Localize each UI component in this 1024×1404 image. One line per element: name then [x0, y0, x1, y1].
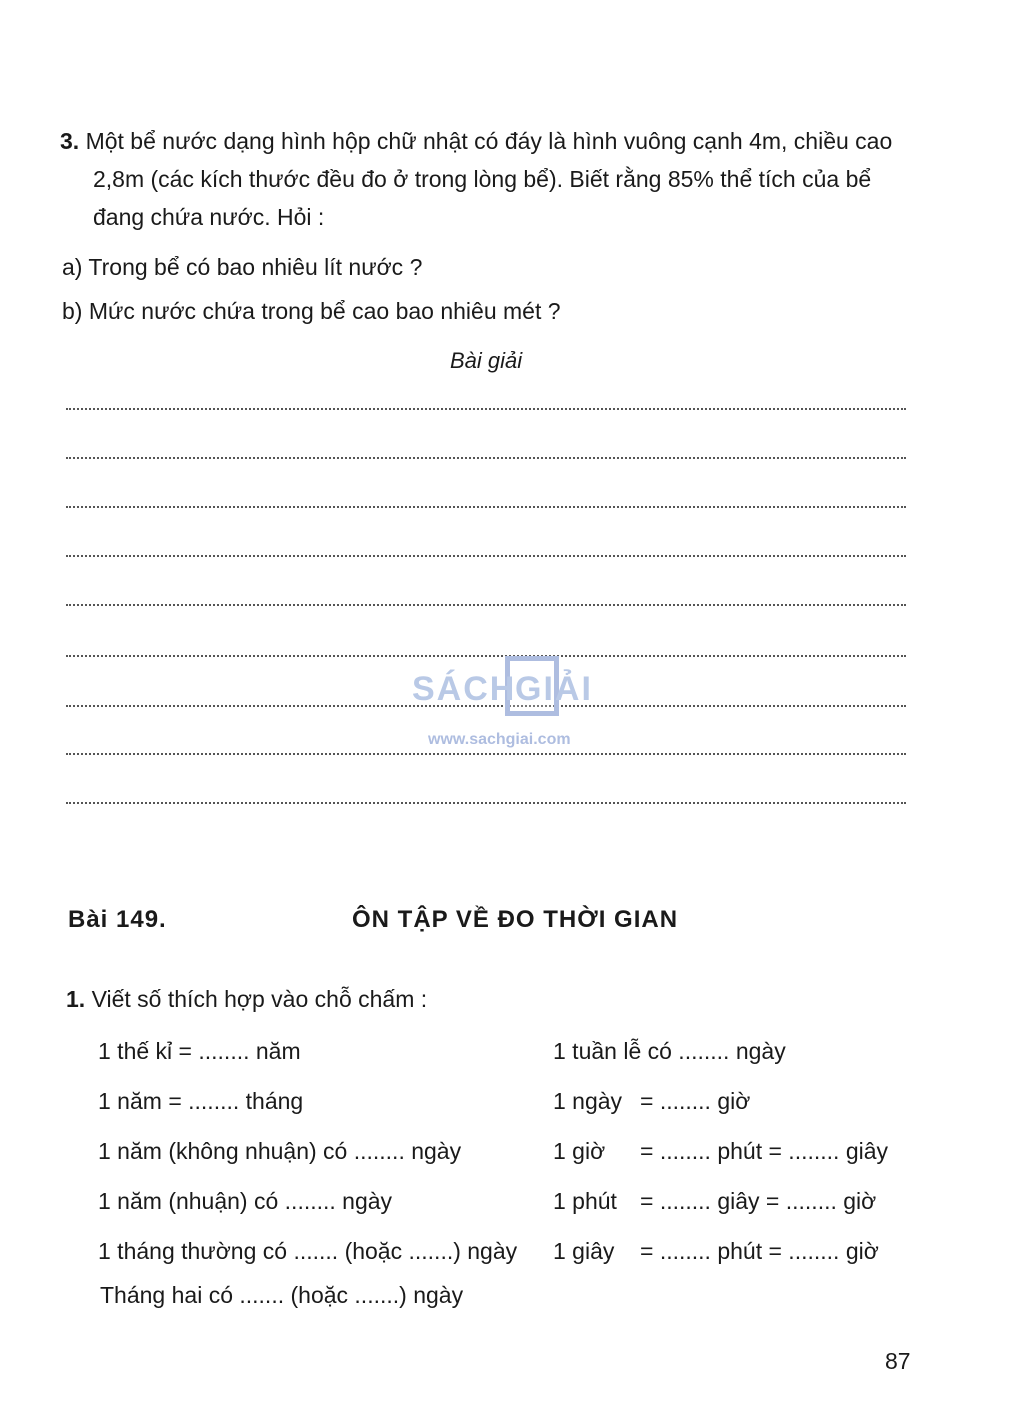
page-number: 87: [885, 1348, 911, 1374]
watermark-brand-left: SÁCH: [412, 670, 517, 708]
right-item-value: = ........ phút = ........ giờ: [640, 1238, 879, 1264]
left-item: Tháng hai có ....... (hoặc .......) ngày: [100, 1282, 464, 1308]
answer-line: [66, 408, 906, 410]
exercise-1-instruction: [66, 988, 427, 1011]
question-a: a) Trong bể có bao nhiêu lít nước ?: [62, 254, 423, 280]
solution-title: Bài giải: [450, 348, 523, 373]
left-item: 1 thế kỉ = ........ năm: [98, 1038, 301, 1064]
right-item-label: 1 tuần lễ có ........ ngày: [553, 1038, 786, 1064]
problem-3-line-3: đang chứa nước. Hỏi :: [93, 204, 325, 230]
right-item-value: = ........ giây = ........ giờ: [640, 1188, 877, 1214]
right-item-label: 1 phút: [553, 1188, 617, 1214]
exercise-number: 1.: [66, 986, 86, 1012]
right-item-label: 1 ngày: [553, 1088, 623, 1114]
answer-line: [66, 506, 906, 508]
answer-line: [66, 604, 906, 606]
watermark-url: www.sachgiai.com: [428, 731, 571, 748]
lesson-number: Bài 149.: [68, 906, 167, 933]
watermark-brand-right: GIẢI: [515, 670, 593, 708]
question-b: b) Mức nước chứa trong bể cao bao nhiêu mét ?: [62, 298, 561, 324]
problem-text: Một bể nước dạng hình hộp chữ nhật có đáy là hình vuông cạnh 4m, chiều cao: [85, 128, 893, 154]
problem-3-line-1: [60, 130, 892, 153]
problem-3-line-2: 2,8m (các kích thước đều đo ở trong lòng bể). Biết rằng 85% thể tích của bể: [93, 166, 872, 192]
left-item: 1 tháng thường có ....... (hoặc .......) ngày: [98, 1238, 518, 1264]
answer-line: [66, 753, 906, 755]
answer-line: [66, 802, 906, 804]
left-item: 1 năm (nhuận) có ........ ngày: [98, 1188, 393, 1214]
left-item: 1 năm (không nhuận) có ........ ngày: [98, 1138, 462, 1164]
right-item-label: 1 giờ: [553, 1138, 606, 1164]
problem-number: 3.: [60, 128, 80, 154]
left-item: 1 năm = ........ tháng: [98, 1088, 304, 1114]
answer-line: [66, 457, 906, 459]
answer-line: [66, 555, 906, 557]
right-item-label: 1 giây: [553, 1238, 615, 1264]
lesson-title: ÔN TẬP VỀ ĐO THỜI GIAN: [352, 906, 679, 933]
right-item-value: = ........ giờ: [640, 1088, 751, 1114]
right-item-value: = ........ phút = ........ giây: [640, 1138, 889, 1164]
answer-line: [66, 655, 906, 657]
exercise-text: Viết số thích hợp vào chỗ chấm :: [91, 986, 428, 1012]
